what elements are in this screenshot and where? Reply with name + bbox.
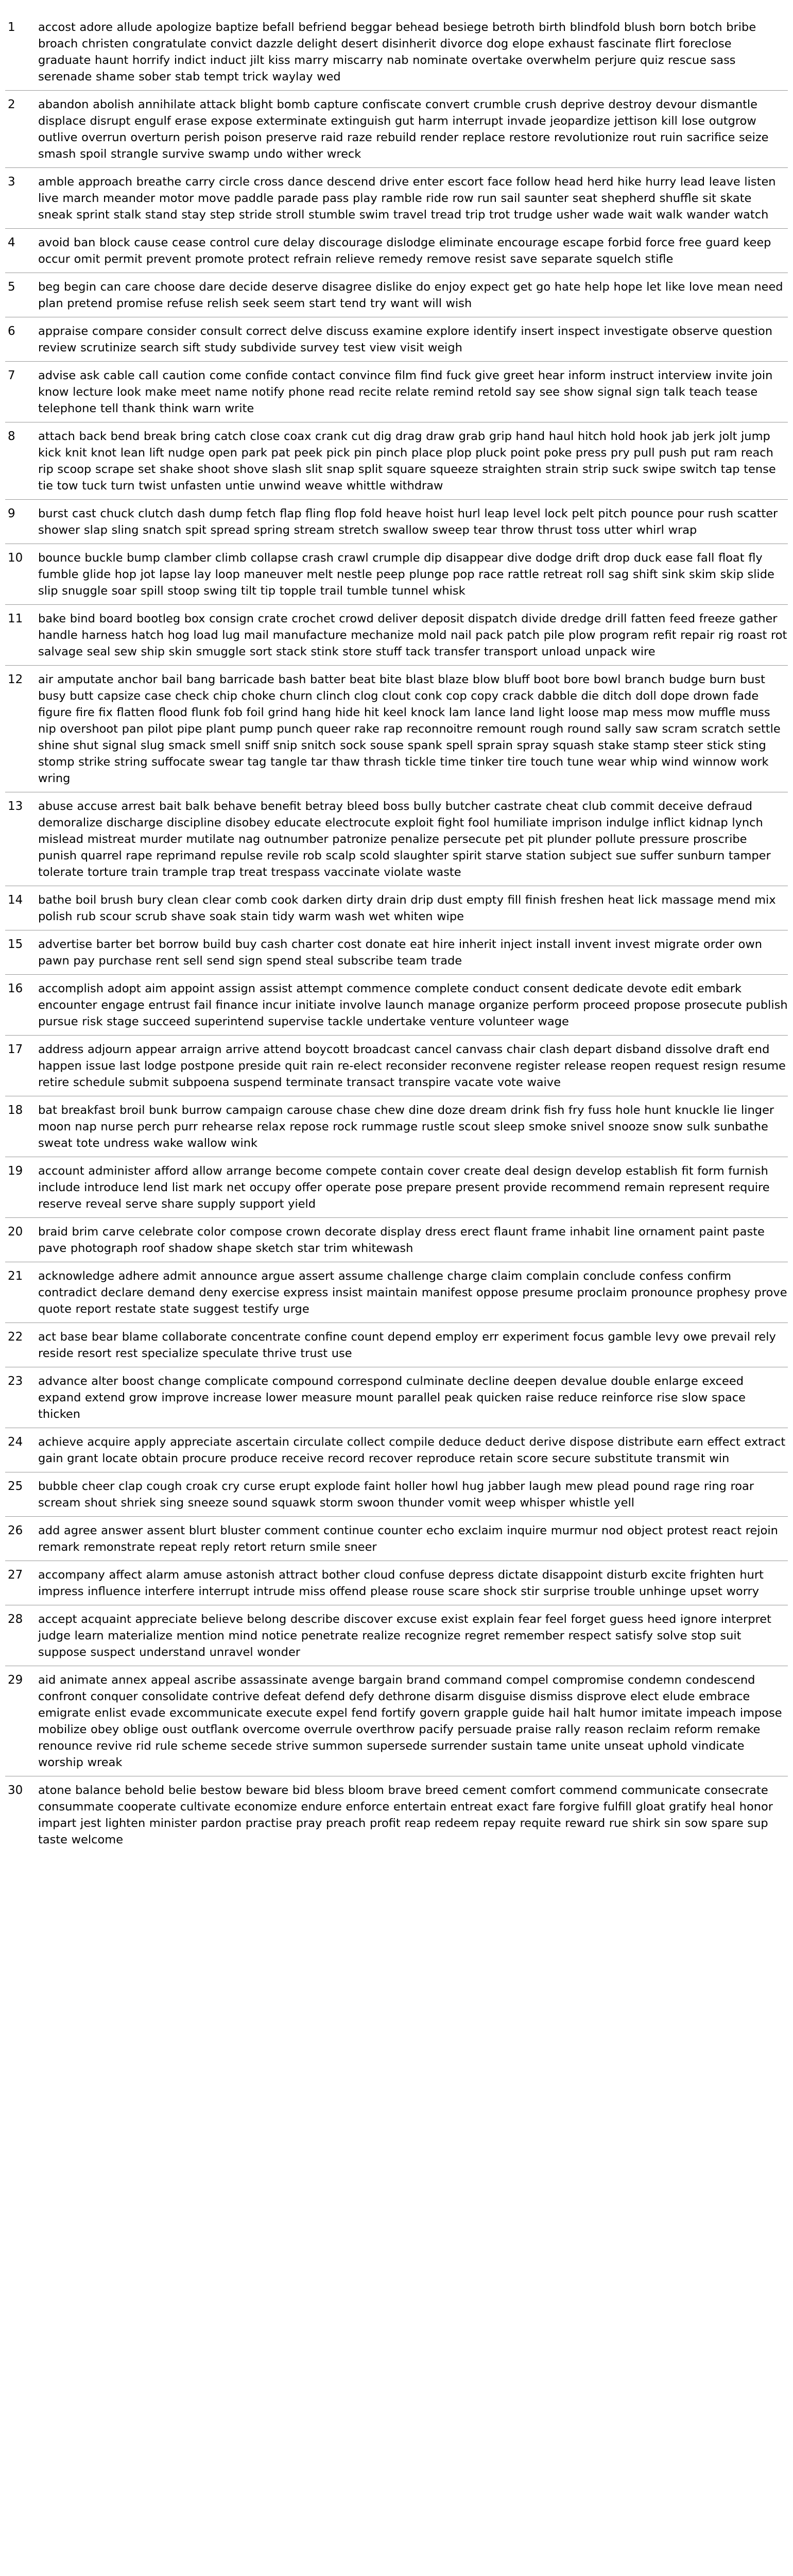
word-list-entry [5,500,788,544]
entry-word-list: advertise barter bet borrow build buy cash charter cost donate eat hire inherit inject install invent invest migrate order own pawn pay purchase rent sell send sign spend steal subscribe team trade [38,938,763,968]
entry-word-list: burst cast chuck clutch dash dump fetch flap fling flop fold heave hoist hurl leap level lock pelt pitch pounce pour rush scatter shower slap sling snatch spit spread spring stream stretch swallow sweep tear throw thrust toss utter whirl wrap [38,507,778,537]
entry-number: 19 [8,1164,23,1178]
entry-number: 29 [8,1673,23,1687]
word-list-entry [5,792,788,886]
entry-number: 28 [8,1613,23,1626]
entry-word-list: accept acquaint appreciate believe belong describe discover excuse exist explain fear feel forget guess heed ignore interpret judge learn materialize mention mind notice penetrate realize recognize regret remember respect satisfy solve stop suit suppose suspect understand unravel wonder [38,1613,771,1659]
word-list-entry [5,317,788,362]
entry-number: 25 [8,1480,23,1493]
word-list-entry [5,168,788,229]
entry-word-list: aid animate annex appeal ascribe assassinate avenge bargain brand command compel compromise condemn condescend confront conquer consolidate contrive defeat defend defy dethrone disarm disguise dismiss disprove elect elude embrace emigrate enlist evade excommunicate execute expel fend fortify govern grapple guide hail halt humor imitate impeach impose mobilize obey oblige oust outflank overcome overrule overthrow pacify persuade praise rally reason reclaim reform remake renounce revive rid rule scheme secede strive summon supersede surrender sustain tame unite unseat uphold vindicate worship wreak [38,1673,782,1769]
word-list-entry [5,1666,788,1776]
entry-number: 15 [8,938,23,951]
word-list-entry [5,975,788,1036]
word-list-entry [5,886,788,930]
entry-number: 22 [8,1330,23,1344]
entry-word-list: advise ask cable call caution come confide contact convince film find fuck give greet hear inform instruct interview invite join know lecture look make meet name notify phone read recite relate remind retold say see show signal sign talk teach tease telephone tell thank think warn write [38,369,773,415]
entry-word-list: abandon abolish annihilate attack blight bomb capture confiscate convert crumble crush deprive destroy devour dismantle displace disrupt engulf erase expose exterminate extinguish gut harm interrupt invade jeopardize jettison kill lose outgrow outlive overrun overturn perish poison preserve raid raze rebuild render replace restore revolutionize rout ruin sacrifice seize smash spoil strangle survive swamp undo wither wreck [38,98,769,161]
entry-word-list: accost adore allude apologize baptize befall befriend beggar behead besiege betroth birth blindfold blush born botch bribe broach christen congratulate convict dazzle delight desert disinherit divorce dog elope exhaust fascinate flirt foreclose graduate haunt horrify indict induct jilt kiss marry miscarry nab nominate overtake overwhelm perjure quiz rescue sass serenade shame sober stab tempt trick waylay wed [38,21,756,83]
entry-number: 23 [8,1375,23,1388]
entry-number: 12 [8,673,23,686]
entry-number: 17 [8,1043,23,1056]
entry-number: 18 [8,1104,23,1117]
word-list-entry [5,666,788,792]
word-list-entry [5,1605,788,1666]
word-list-entry [5,930,788,975]
entry-number: 1 [8,21,15,34]
word-list-entry [5,1367,788,1428]
entry-number: 27 [8,1568,23,1582]
word-list-entry [5,1323,788,1367]
entry-word-list: air amputate anchor bail bang barricade bash batter beat bite blast blaze blow bluff boot bore bowl branch budge burn bust busy butt capsize case check chip choke churn clinch clog clout conk cop copy crack dabble die ditch doll dope drown fade figure fire fix flatten flood flunk fob foil grind hang hide hit keel knock lam lance land light loose map mess mow muffle muss nip overshoot pan pilot pipe plant pump punch queer rake rap reconnoitre remount rough round sally saw scram scratch settle shine shut signal slug smack smell sniff snip snitch sock souse spank spell sprain spray squash stake stamp steer stick sting stomp strike string suffocate swear tag tangle tar thaw thrash tickle time tinker tire touch tune wear whip wind winnow work wring [38,673,781,785]
word-list-entry [5,273,788,317]
entry-word-list: bake bind board bootleg box consign crate crochet crowd deliver deposit dispatch divide dredge drill fatten feed freeze gather handle harness hatch hog load lug mail manufacture mechanize mold nail pack patch pile plow program refit repair rig roast rot salvage seal sew ship skin smuggle sort stack stink store stuff tack transfer transport unload unpack wire [38,612,787,658]
word-list-entry [5,1472,788,1517]
entry-word-list: achieve acquire apply appreciate ascertain circulate collect compile deduce deduct derive dispose distribute earn effect extract gain grant locate obtain procure produce receive record recover reproduce retain score secure substitute transmit win [38,1435,786,1465]
word-list-entry [5,1428,788,1472]
entry-word-list: accomplish adopt aim appoint assign assist attempt commence complete conduct consent dedicate devote edit embark encounter engage entrust fail finance incur initiate involve launch manage organize perform proceed propose prosecute publish pursue risk stage succeed superintend supervise tackle undertake venture volunteer wage [38,982,788,1028]
entry-word-list: amble approach breathe carry circle cross dance descend drive enter escort face follow head herd hike hurry lead leave listen live march meander motor move paddle parade pass play ramble ride row run sail saunter seat shepherd shuffle sit skate sneak sprint stalk stand stay step stride stroll stumble swim travel tread trip trot trudge usher wade wait walk wander watch [38,175,776,222]
entry-number: 16 [8,982,23,995]
word-list-entry [5,13,788,91]
entry-word-list: advance alter boost change complicate compound correspond culminate decline deepen devalue double enlarge exceed expand extend grow improve increase lower measure mount parallel peak quicken raise reduce reinforce rise slow space thicken [38,1375,746,1421]
entry-number: 11 [8,612,23,625]
entry-word-list: abuse accuse arrest bait balk behave benefit betray bleed boss bully butcher castrate cheat club commit deceive defraud demoralize discharge discipline disobey educate electrocute exploit fight fool humiliate imprison indulge inflict kidnap lynch mislead mistreat murder mutilate nag outnumber patronize penalize persecute pet pit plunder pollute pressure proscribe punish quarrel rape reprimand repulse revile rob scalp scold slaughter spirit starve station subject sue suffer sunburn tamper tolerate torture train trample trap treat trespass vaccinate violate waste [38,800,771,879]
entry-number: 30 [8,1784,23,1797]
entry-word-list: bubble cheer clap cough croak cry curse erupt explode faint holler howl hug jabber laugh mew plead pound rage ring roar scream shout shriek sing sneeze sound squawk storm swoon thunder vomit weep whisper whistle yell [38,1480,754,1510]
entry-word-list: attach back bend break bring catch close coax crank cut dig drag draw grab grip hand haul hitch hold hook jab jerk jolt jump kick knit knot lean lift nudge open park pat peek pick pin pinch place plop pluck point poke press pry pull push put ram reach rip scoop scrape set shake shoot shove slash slit snap split square squeeze straighten strain strip suck swipe switch tap tense tie tow tuck turn twist unfasten untie unwind weave whittle withdraw [38,430,776,493]
entry-word-list: acknowledge adhere admit announce argue assert assume challenge charge claim complain conclude confess confirm contradict declare demand deny exercise express insist maintain manifest oppose presume proclaim pronounce prophesy prove quote report restate state suggest testify urge [38,1269,787,1316]
entry-word-list: accompany affect alarm amuse astonish attract bother cloud confuse depress dictate disappoint disturb excite frighten hurt impress influence interfere interrupt intrude miss offend please rouse scare shock stir surprise trouble unhinge upset worry [38,1568,764,1598]
entry-word-list: bathe boil brush bury clean clear comb cook darken dirty drain drip dust empty fill finish freshen heat lick massage mend mix polish rub scour scrub shave soak stain tidy warm wash wet whiten wipe [38,893,776,923]
entry-word-list: beg begin can care choose dare decide deserve disagree dislike do enjoy expect get go hate help hope let like love mean need plan pretend promise refuse relish seek seem start tend try want will wish [38,280,783,310]
entry-number: 26 [8,1524,23,1537]
entry-number: 2 [8,98,15,111]
entry-word-list: account administer afford allow arrange become compete contain cover create deal design develop establish fit form furnish include introduce lend list mark net occupy offer operate pose prepare present provide recommend remain represent require reserve reveal serve share supply support yield [38,1164,770,1211]
entry-word-list: braid brim carve celebrate color compose crown decorate display dress erect flaunt frame inhabit line ornament paint paste pave photograph roof shadow shape sketch star trim whitewash [38,1225,765,1255]
word-list-entry [5,1036,788,1096]
word-list-entry [5,91,788,168]
entry-word-list: address adjourn appear arraign arrive attend boycott broadcast cancel canvass chair clash depart disband dissolve draft end happen issue last lodge postpone preside quit rain re-elect reconsider reconvene register release reopen request resign resume retire schedule submit subpoena suspend terminate transact transpire vacate vote waive [38,1043,786,1089]
entry-number: 20 [8,1225,23,1239]
entry-word-list: avoid ban block cause cease control cure delay discourage dislodge eliminate encourage escape forbid force free guard keep occur omit permit prevent promote protect refrain relieve remedy remove resist save separate squelch stifle [38,236,771,266]
word-list-entry [5,544,788,605]
word-list-entry [5,1096,788,1157]
word-list-entry [5,1262,788,1323]
entry-number: 24 [8,1435,23,1449]
entry-word-list: bat breakfast broil bunk burrow campaign carouse chase chew dine doze dream drink fish fry fuss hole hunt knuckle lie linger moon nap nurse perch purr rehearse relax repose rock rummage rustle scout sleep smoke snivel snooze snow sulk sunbathe sweat tote undress wake wallow wink [38,1104,774,1150]
entry-word-list: atone balance behold belie bestow beware bid bless bloom brave breed cement comfort commend communicate consecrate consummate cooperate cultivate economize endure enforce entertain entreat exact fare forgive fulfill gloat gratify heal honor impart jest lighten minister pardon practise pray preach profit reap redeem repay requite reward rue shirk sin sow spare sup taste welcome [38,1784,773,1846]
entry-number: 9 [8,507,15,520]
word-list-entry [5,422,788,500]
entry-number: 4 [8,236,15,249]
entry-number: 3 [8,175,15,189]
word-list-entry [5,1157,788,1218]
word-list-entry [5,1517,788,1561]
entry-number: 8 [8,430,15,443]
word-list-entry [5,1218,788,1262]
word-list-entry [5,229,788,273]
entry-number: 5 [8,280,15,294]
entry-word-list: add agree answer assent blurt bluster comment continue counter echo exclaim inquire murmur nod object protest react rejoin remark remonstrate repeat reply retort return smile sneer [38,1524,778,1554]
entry-word-list: bounce buckle bump clamber climb collapse crash crawl crumple dip disappear dive dodge drift drop duck ease fall float fly fumble glide hop jot lapse lay loop maneuver melt nestle peep plunge pop race rattle retreat roll sag shift sink skim skip slide slip snuggle soar spill stoop swing tilt tip topple trail tumble tunnel whisk [38,551,774,598]
entry-word-list: act base bear blame collaborate concentrate confine count depend employ err experiment focus gamble levy owe prevail rely reside resort rest specialize speculate thrive trust use [38,1330,776,1360]
entry-number: 14 [8,893,23,907]
word-list-entry [5,362,788,422]
word-list-entry [5,1776,788,1853]
entry-number: 13 [8,800,23,813]
entry-number: 10 [8,551,23,565]
entry-number: 21 [8,1269,23,1283]
entry-number: 6 [8,325,15,338]
word-list-entry [5,605,788,666]
entry-word-list: appraise compare consider consult correct delve discuss examine explore identify insert inspect investigate observe question review scrutinize search sift study subdivide survey test view visit weigh [38,325,773,354]
entry-number: 7 [8,369,15,382]
word-list-entry [5,1561,788,1605]
